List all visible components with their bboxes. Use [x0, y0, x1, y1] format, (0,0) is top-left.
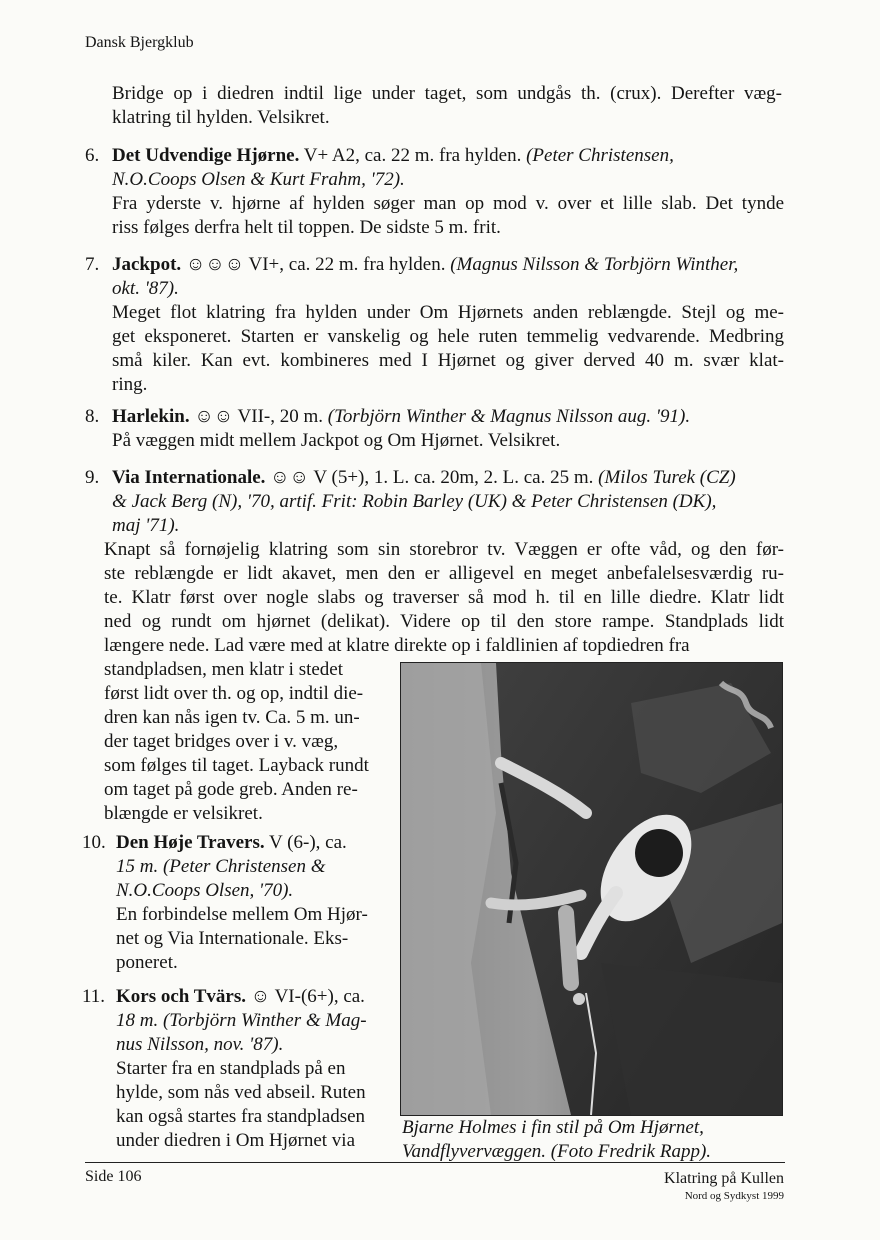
route-description: først lidt over th. og op, indtil die- [104, 683, 364, 704]
route-description: Fra yderste v. hjørne af hylden søger man op mod v. over et lille slab. Det tynde [112, 193, 784, 214]
photo-caption [402, 1116, 782, 1164]
route-description: te. Klatr først over nogle slabs og traverser så mod h. til en lille diedre. Klatr lidt [104, 587, 784, 608]
route-9-description-narrow [104, 658, 390, 826]
route-credit: 18 m. (Torbjörn Winther & Mag- [116, 1010, 367, 1031]
book-info [664, 1170, 784, 1202]
route-credit: nus Nilsson, nov. '87). [116, 1034, 284, 1055]
route-name: Jackpot. [112, 254, 182, 275]
route-name: Via Internationale. [112, 467, 266, 488]
book-subtitle: Nord og Sydkyst 1999 [684, 1190, 784, 1202]
route-description: små kiler. Kan evt. kombineres med I Hjørnet og giver derved 40 m. svær klat- [112, 350, 784, 371]
route-credit: & Jack Berg (N), '70, artif. Frit: Robin Barley (UK) & Peter Christensen (DK), [112, 491, 717, 512]
route-number: 6. [85, 145, 100, 166]
route-description: Meget flot klatring fra hylden under Om Hjørnets anden reblængde. Stejl og me- [112, 302, 784, 323]
route-credit: okt. '87). [112, 278, 179, 299]
route-description: blængde er velsikret. [104, 803, 263, 824]
route-description: En forbindelse mellem Om Hjør- [116, 904, 368, 925]
text-line: klatring til hylden. Velsikret. [112, 107, 330, 128]
route-grade: ☺☺☺ VI+, ca. 22 m. fra hylden. [185, 254, 446, 275]
route-9-description [104, 538, 784, 658]
route-name: Kors och Tvärs. [116, 986, 247, 1007]
route-credit: N.O.Coops Olsen & Kurt Frahm, '72). [112, 169, 405, 190]
route-description: standpladsen, men klatr i stedet [104, 659, 344, 680]
route-number: 8. [85, 406, 100, 427]
route-10 [82, 831, 392, 975]
route-grade: V (6-), ca. [269, 832, 347, 853]
route-description: længere nede. Lad være med at klatre direkte op i faldlinien af topdiedren fra [104, 635, 690, 656]
route-11 [82, 985, 392, 1153]
route-description: kan også startes fra standpladsen [116, 1106, 366, 1127]
route-9 [85, 466, 784, 538]
route-credit: (Peter Christensen, [526, 145, 674, 166]
book-title: Klatring på Kullen [664, 1170, 784, 1187]
intro-paragraph [112, 82, 782, 130]
route-credit: (Milos Turek (CZ) [598, 467, 736, 488]
route-name: Harlekin. [112, 406, 190, 427]
text-line: Bridge op i diedren indtil lige under taget, som undgås th. (crux). Derefter væg- [112, 83, 782, 104]
climber-photo [400, 662, 783, 1116]
route-description: ring. [112, 374, 148, 395]
route-number: 7. [85, 254, 100, 275]
route-description: riss følges derfra helt til toppen. De sidste 5 m. frit. [112, 217, 501, 238]
route-description: dren kan nås igen tv. Ca. 5 m. un- [104, 707, 360, 728]
route-number: 10. [82, 832, 106, 853]
route-grade: ☺ VI-(6+), ca. [250, 986, 365, 1007]
route-description: der taget bridges over i v. væg, [104, 731, 339, 752]
route-description: Starter fra en standplads på en [116, 1058, 346, 1079]
route-description: ned og rundt om hjørnet (delikat). Videre op til den store rampe. Standplads lidt [104, 611, 784, 632]
route-description: under diedren i Om Hjørnet via [116, 1130, 356, 1151]
route-name: Den Høje Travers. [116, 832, 265, 853]
route-credit: N.O.Coops Olsen, '70). [116, 880, 294, 901]
route-description: hylde, som nås ved abseil. Ruten [116, 1082, 366, 1103]
route-credit: 15 m. (Peter Christensen & [116, 856, 326, 877]
route-grade: V+ A2, ca. 22 m. fra hylden. [303, 145, 522, 166]
route-credit: (Magnus Nilsson & Torbjörn Winther, [450, 254, 739, 275]
route-description: ste reblængde er lidt akavet, men den er alligevel en meget anbefalelsesværdig ru- [104, 563, 784, 584]
route-7 [85, 253, 784, 397]
running-header: Dansk Bjergklub [85, 34, 194, 51]
page-number: Side 106 [85, 1168, 142, 1185]
route-8 [85, 405, 784, 453]
route-description: På væggen midt mellem Jackpot og Om Hjørnet. Velsikret. [112, 430, 561, 451]
route-number: 11. [82, 986, 106, 1007]
caption-line: Vandflyvervæggen. (Foto Fredrik Rapp). [402, 1141, 712, 1162]
route-credit: maj '71). [112, 515, 180, 536]
caption-line: Bjarne Holmes i fin stil på Om Hjørnet, [402, 1117, 704, 1138]
footer-divider [85, 1162, 785, 1163]
route-6 [85, 144, 784, 240]
route-description: poneret. [116, 952, 178, 973]
route-description: om taget på gode greb. Anden re- [104, 779, 358, 800]
route-description: Knapt så fornøjelig klatring som sin storebror tv. Væggen er ofte våd, og den før- [104, 539, 784, 560]
route-grade: ☺☺ VII-, 20 m. [194, 406, 324, 427]
route-description: get eksponeret. Starten er vanskelig og hele ruten temmelig vedvarende. Medbring [112, 326, 784, 347]
route-description: som følges til taget. Layback rundt [104, 755, 369, 776]
route-name: Det Udvendige Hjørne. [112, 145, 300, 166]
route-credit: (Torbjörn Winther & Magnus Nilsson aug. '91). [327, 406, 691, 427]
climber-photo-image [401, 663, 782, 1115]
route-description: net og Via Internationale. Eks- [116, 928, 349, 949]
route-grade: ☺☺ V (5+), 1. L. ca. 20m, 2. L. ca. 25 m. [270, 467, 594, 488]
route-number: 9. [85, 467, 100, 488]
